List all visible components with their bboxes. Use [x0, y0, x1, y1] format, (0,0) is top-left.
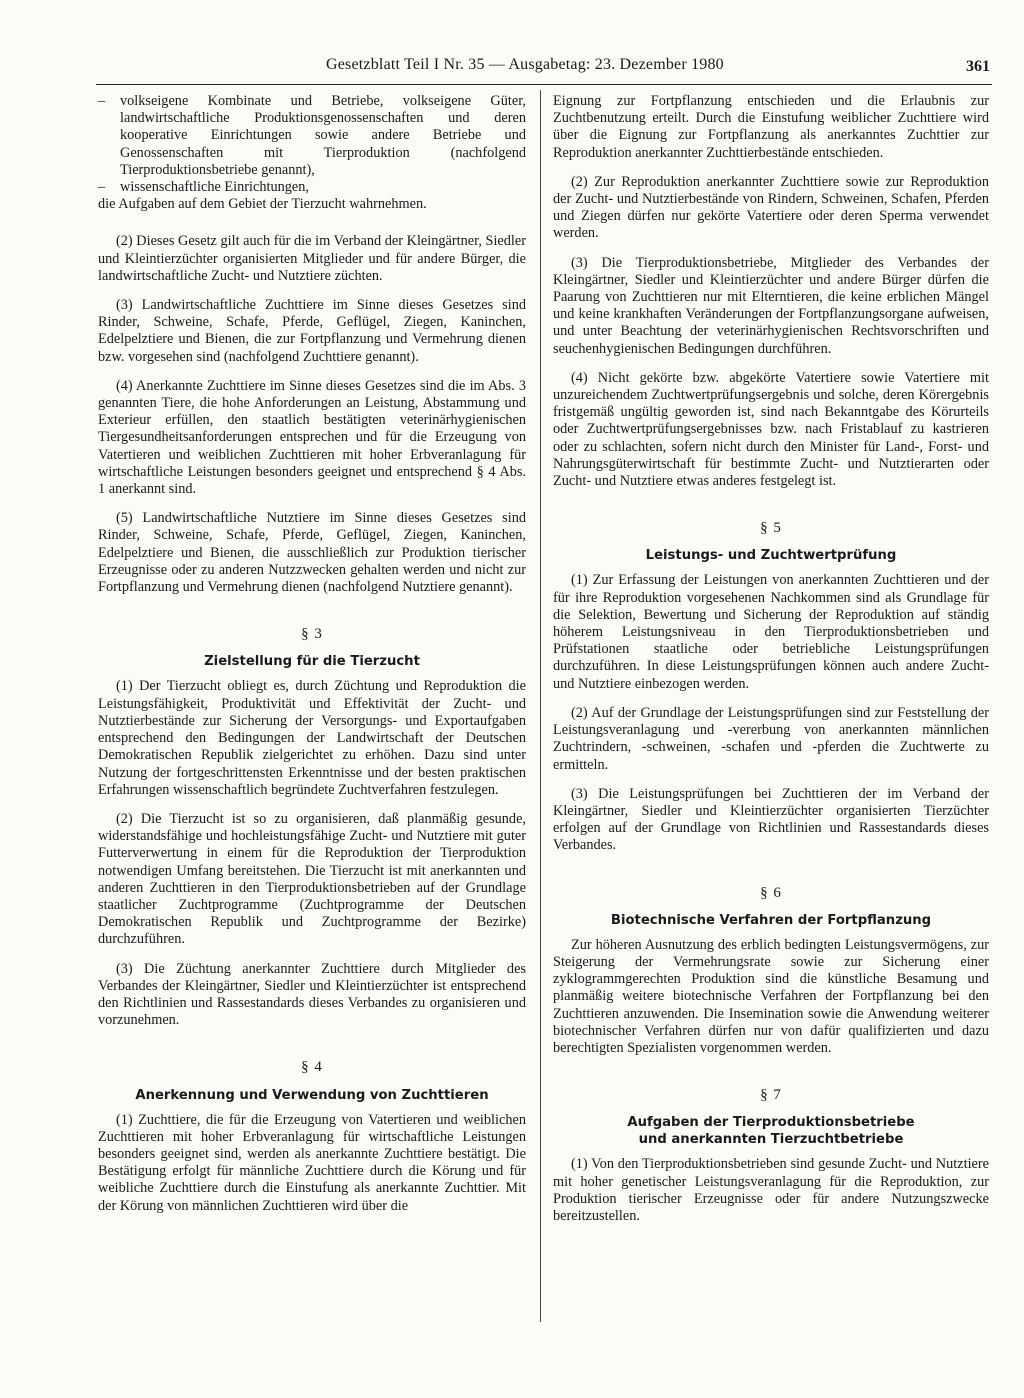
paragraph: (5) Landwirtschaftliche Nutztiere im Sinne dieses Gesetzes sind Rinder, Schweine, Schafe, Pferde, Geflügel, Ziegen, Kaninchen, Edelpelztiere und Bienen, die ausschließlich zur Produktion tierischer Erzeugnisse oder zu anderen Nutzzwecken gehalten werden und nicht zur Fortpflanzung und Vermehrung dienen (nachfolgend Nutztiere genannt).: [98, 510, 526, 596]
page-header: [96, 56, 990, 86]
paragraph: (4) Nicht gekörte bzw. abgekörte Vatertiere sowie Vatertiere mit unzureichendem Zuchtwertprüfungsergebnis und solche, deren Körergebnis fristgemäß ungültig geworden ist, sind nach Bekanntgabe des Körurteils oder Zuchtwertprüfungsergebnisses bzw. nach Fristablauf zu kastrieren oder zu schlachten, sofern nicht durch den Minister für Land-, Forst- und Nahrungsgüterwirtschaft für bestimmte Zucht- und Nutztierarten oder Zucht- und Nutztiere etwas anderes festgelegt ist.: [553, 369, 989, 490]
section-title: Biotechnische Verfahren der Fortpflanzung: [610, 912, 932, 928]
column-divider: [540, 90, 541, 1322]
header-title: Gesetzblatt Teil I Nr. 35 — Ausgabetag: 23. Dezember 1980: [326, 56, 724, 73]
list-item: – volkseigene Kombinate und Betriebe, volkseigene Güter, landwirtschaftliche Produktionsgenossenschaften und deren kooperative Einrichtungen sowie andere Betriebe und Genossenschaften mit Tierproduktion (nachfolgend Tierproduktionsbetriebe genannt),: [98, 93, 526, 178]
paragraph: (1) Der Tierzucht obliegt es, durch Züchtung und Reproduktion die Leistungsfähigkeit, Produktivität und Effektivität der Zucht- und Nutztierbestände zur Sicherung der Versorgungs- und Exportaufgaben entsprechend den Bedingungen der Landwirtschaft der Deutschen Demokratischen Republik zielgerichtet zu erhöhen. Dazu sind unter Nutzung der fortgeschrittensten Erkenntnisse und der besten praktischen Erfahrungen wissenschaftlich begründete Zuchtverfahren festzulegen.: [98, 678, 526, 798]
section-title: Anerkennung und Verwendung von Zuchttieren: [135, 1087, 489, 1103]
paragraph: (2) Dieses Gesetz gilt auch für die im Verband der Kleingärtner, Siedler und Kleintierzüchter organisierten Mitglieder und für andere Bürger, die landwirtschaftliche Zucht- und Nutztiere züchten.: [98, 233, 526, 284]
paragraph-continued: Eignung zur Fortpflanzung entschieden und die Erlaubnis zur Zuchtbenutzung erteilt. Durch die Einstufung weiblicher Zuchttiere wird über die Eignung zur Fortpflanzung als anerkanntes Zuchttier zur Reproduktion anerkannter Zuchttierbestände entschieden.: [553, 93, 989, 161]
paragraph: (2) Zur Reproduktion anerkannter Zuchttiere sowie zur Reproduktion der Zucht- und Nutztierbestände von Rindern, Schweinen, Schafen, Pferden und Ziegen dürfen nur gekörte Vatertiere oder deren Sperma verwendet werden.: [553, 173, 989, 242]
page-number: 361: [966, 58, 990, 75]
section-title-line: und anerkannten Tierzuchtbetriebe: [638, 1132, 904, 1148]
paragraph: (1) Von den Tierproduktionsbetrieben sind gesunde Zucht- und Nutztiere mit hoher genetischer Leistungsveranlagung für die Reproduktion, zur Produktion tierischer Erzeugnisse oder für andere Nutzungszwecke bereitzustellen.: [553, 1156, 989, 1224]
right-column: [553, 93, 989, 1225]
section-number: § 6: [760, 884, 782, 901]
section-number: § 7: [760, 1087, 782, 1104]
header-rule: [96, 84, 992, 85]
section-number: § 3: [301, 626, 323, 643]
section-title: Zielstellung für die Tierzucht: [204, 654, 420, 670]
section-number: § 5: [760, 520, 782, 537]
section-title-line: Aufgaben der Tierproduktionsbetriebe: [627, 1115, 915, 1131]
paragraph: (4) Anerkannte Zuchttiere im Sinne dieses Gesetzes sind die im Abs. 3 genannten Tiere, die hohe Anforderungen an Leistung, Abstammung und Exterieur erfüllen, den staatlich bestätigten veterinärhygienischen Tiergesundheitsanforderungen entsprechen und für die Erzeugung von Vatertieren und weiblichen Zuchttieren mit hoher Erbveranlagung für wirtschaftliche Leistungen besonders geeignet und entsprechend § 4 Abs. 1 anerkannt sind.: [98, 377, 526, 498]
section-title: [553, 1114, 989, 1148]
list-item: – wissenschaftliche Einrichtungen,: [98, 179, 309, 196]
paragraph: (2) Die Tierzucht ist so zu organisieren, daß planmäßig gesunde, widerstandsfähige und hochleistungsfähige Zucht- und Nutztiere mit guter Futterverwertung in einem für die Reproduktion der Tierproduktion notwendigen Umfang bereitstehen. Die Tierzucht ist mit anerkannten und anderen Zuchttieren in den Tierproduktionsbetrieben auf der Grundlage staatlicher Zuchtprogramme (Zuchtprogramme der Deutschen Demokratischen Republik und Zuchtprogramme der Bezirke) durchzuführen.: [98, 810, 526, 948]
left-column: [98, 93, 526, 1215]
paragraph: (3) Die Leistungsprüfungen bei Zuchttieren der im Verband der Kleingärtner, Siedler und Kleintierzüchter organisierten Tierzüchter erfolgen auf der Grundlage von Richtlinien und Rassestandards dieses Verbandes.: [553, 785, 989, 854]
paragraph: Zur höheren Ausnutzung des erblich bedingten Leistungsvermögens, zur Steigerung der Vermehrungsrate sowie zur Sicherung einer zyklogrammgerechten Produktion sind die künstliche Besamung und planmäßig weitere biotechnische Verfahren der Fortpflanzung bei den Zuchttieren anzuwenden. Die Insemination sowie die Anwendung weiterer biotechnischer Verfahren dürfen nur von dafür qualifizierten und dazu berechtigten Spezialisten vorgenommen werden.: [553, 936, 989, 1056]
paragraph: (3) Die Züchtung anerkannter Zuchttiere durch Mitglieder des Verbandes der Kleingärtner, Siedler und Kleintierzüchter ist entsprechend den Richtlinien und Rassestandards dieses Verbandes zu organisieren und vorzunehmen.: [98, 960, 526, 1029]
list-closing-text: die Aufgaben auf dem Gebiet der Tierzucht wahrnehmen.: [98, 196, 427, 213]
paragraph: (3) Landwirtschaftliche Zuchttiere im Sinne dieses Gesetzes sind Rinder, Schweine, Schafe, Pferde, Geflügel, Ziegen, Kaninchen, Edelpelztiere und Bienen, die zur Fortpflanzung und Vermehrung dienen bzw. vorgesehen sind (nachfolgend Zuchttiere genannt).: [98, 297, 526, 365]
section-number: § 4: [301, 1059, 323, 1076]
paragraph: (1) Zuchttiere, die für die Erzeugung von Vatertieren und weiblichen Zuchttieren mit hoher Erbveranlagung für wirtschaftliche Leistungen besonders geeignet sind, werden als anerkannte Zuchttiere bestätigt. Die Bestätigung erfolgt für männliche Zuchttiere durch die Körung und für weibliche Zuchttiere durch die Einstufung als anerkannte Zuchttier. Mit der Körung von männlichen Zuchttieren wird über die: [98, 1111, 526, 1214]
section-title: Leistungs- und Zuchtwertprüfung: [645, 548, 897, 564]
paragraph: (3) Die Tierproduktionsbetriebe, Mitglieder des Verbandes der Kleingärtner, Siedler und Kleintierzüchter und andere Bürger dürfen die Paarung von Zuchttieren nur mit Elterntieren, die keine erblichen Mängel und keine krankhaften Veränderungen der Fortpflanzungsorgane aufweisen, und unter Beachtung der veterinärhygienischen Rechtsvorschriften und seuchenhygienischen Bedingungen durchführen.: [553, 254, 989, 357]
paragraph: (1) Zur Erfassung der Leistungen von anerkannten Zuchttieren und der für ihre Reproduktion vorgesehenen Nachkommen sind als Grundlage für die Selektion, Bewertung und Sicherung der Reproduktion auf ständig höherem Leistungsniveau in den Tierproduktionsbetrieben und Prüfstationen staatliche oder betriebliche Leistungsprüfungen durchzuführen. In diese Leistungsprüfungen können auch andere Zucht- und Nutztiere einbezogen werden.: [553, 572, 989, 692]
paragraph: (2) Auf der Grundlage der Leistungsprüfungen sind zur Feststellung der Leistungsveranlagung und -vererbung von anerkannten männlichen Zuchtrindern, -schweinen, -schafen und -pferden die Zuchtwerte zu ermitteln.: [553, 704, 989, 773]
